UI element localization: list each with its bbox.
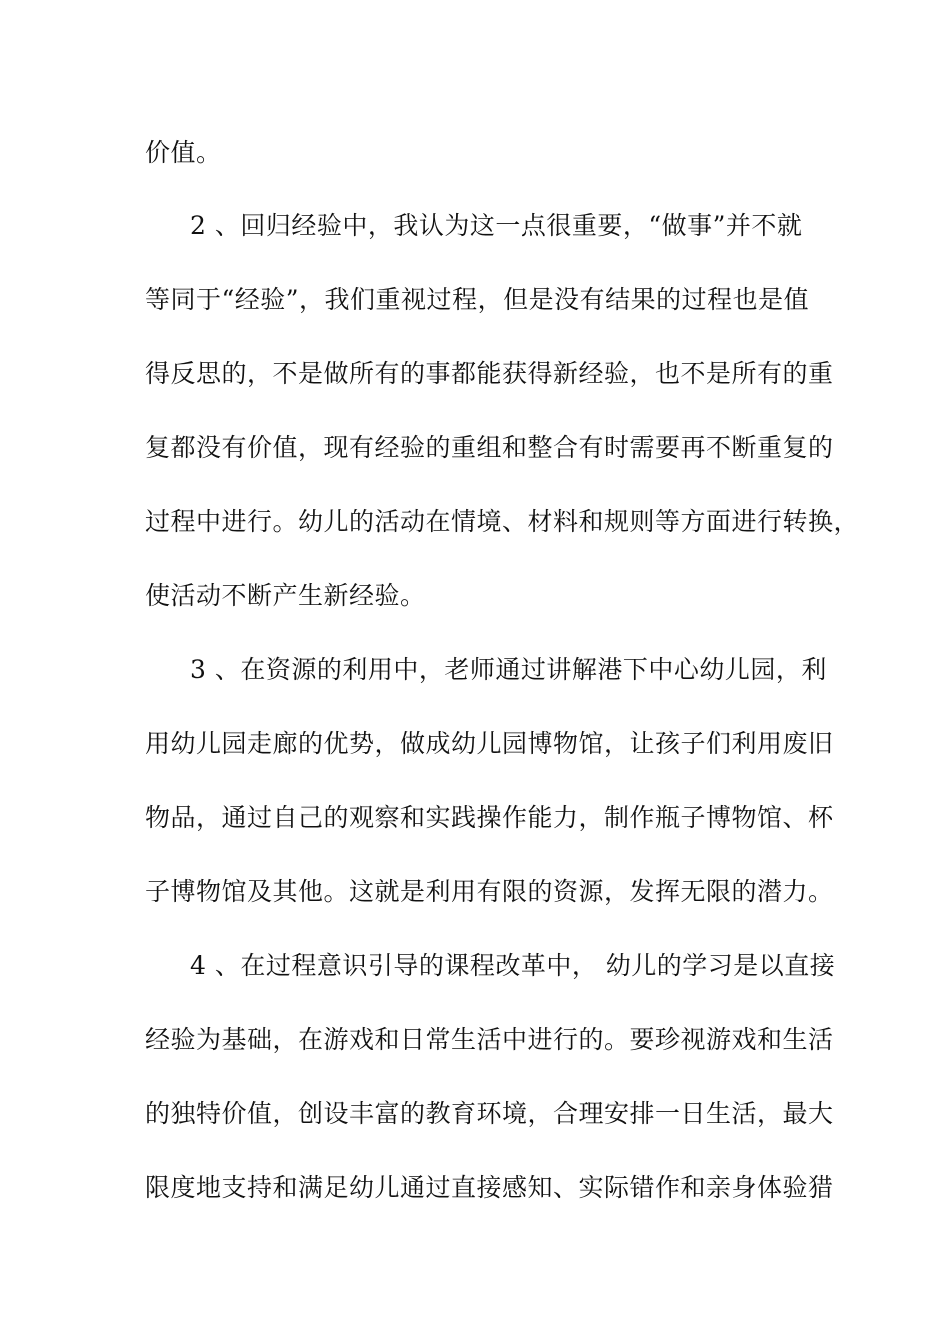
text-line: 价值。	[145, 138, 222, 167]
text-line: 过程中进行。幼儿的活动在情境、材料和规则等方面进行转换，	[145, 507, 860, 536]
paragraph-2-first-line: 2 、回归经验中，我认为这一点很重要，“做事”并不就	[190, 211, 803, 240]
text-line: 使活动不断产生新经验。	[145, 581, 426, 610]
text-line: 子博物馆及其他。这就是利用有限的资源，发挥无限的潜力。	[145, 877, 834, 906]
text-line: 得反思的，不是做所有的事都能获得新经验，也不是所有的重	[145, 359, 834, 388]
text-line: 的独特价值，创设丰富的教育环境，合理安排一日生活，最大	[145, 1099, 834, 1128]
paragraph-3-first-line: 3 、在资源的利用中，老师通过讲解港下中心幼儿园，利	[190, 655, 827, 684]
text-line: 经验为基础，在游戏和日常生活中进行的。要珍视游戏和生活	[145, 1025, 834, 1054]
text-line: 限度地支持和满足幼儿通过直接感知、实际错作和亲身体验猎	[145, 1173, 834, 1202]
text-line: 用幼儿园走廊的优势，做成幼儿园博物馆，让孩子们利用废旧	[145, 729, 834, 758]
paragraph-4-first-line: 4 、在过程意识引导的课程改革中， 幼儿的学习是以直接	[190, 951, 836, 980]
text-line: 等同于“经验”，我们重视过程，但是没有结果的过程也是值	[145, 285, 810, 314]
text-line: 物品，通过自己的观察和实践操作能力，制作瓶子博物馆、杯	[145, 803, 834, 832]
text-line: 复都没有价值，现有经验的重组和整合有时需要再不断重复的	[145, 433, 834, 462]
